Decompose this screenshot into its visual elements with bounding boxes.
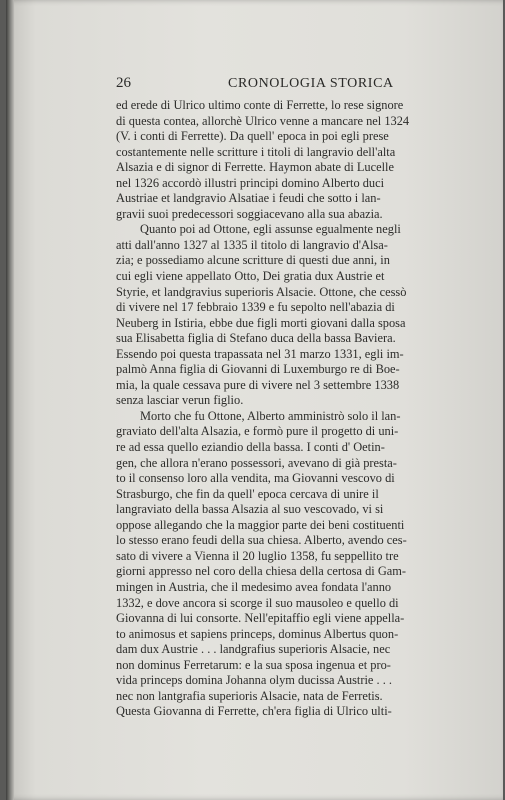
text-line: Essendo poi questa trapassata nel 31 marzo 1331, egli im-: [116, 346, 404, 361]
text-line: Styrie, et landgravius superioris Alsacie. Ottone, che cessò: [116, 284, 407, 299]
page-header: [0, 75, 505, 95]
text-line: giorni appresso nel coro della chiesa della certosa di Gam-: [116, 564, 407, 579]
paragraph-start-line: Morto che fu Ottone, Alberto amministrò solo il lan-: [140, 408, 401, 423]
text-line: to il consenso loro alla vendita, ma Giovanni vescovo di: [116, 471, 395, 486]
text-line: Giovanna di lui consorte. Nell'epitaffio egli viene appella-: [116, 611, 405, 626]
text-line: graviato dell'alta Alsazia, e formò pure il progetto di uni-: [116, 424, 399, 439]
text-line: Questa Giovanna di Ferrette, ch'era figlia di Ulrico ulti-: [116, 704, 392, 719]
text-line: mingen in Austria, che il medesimo avea fondata l'anno: [116, 579, 392, 594]
text-line: sua Elisabetta figlia di Stefano duca della bassa Baviera.: [116, 331, 396, 346]
text-line: mia, la quale cessava pure di vivere nel 3 settembre 1338: [116, 377, 400, 392]
text-line: sato di vivere a Vienna il 20 luglio 1358, fu seppellito tre: [116, 548, 399, 563]
text-line: di vivere nel 17 febbraio 1339 e fu sepolto nell'abazia di: [116, 300, 395, 315]
text-line: di questa contea, allorchè Ulrico venne a mancare nel 1324: [116, 113, 410, 128]
running-title: CRONOLOGIA STORICA: [228, 76, 394, 91]
text-line: palmò Anna figlia di Giovanni di Luxemburgo re di Boe-: [116, 362, 400, 377]
text-line: Strasburgo, che fin da quell' epoca cercava di unire il: [116, 486, 379, 501]
text-line: Alsazia e di signor di Ferrette. Haymon abate di Lucelle: [116, 160, 395, 175]
text-line: oppose allegando che la maggior parte dei beni costituenti: [116, 517, 405, 532]
page-gutter-shadow: [6, 0, 14, 800]
text-line: Austriae et landgravio Alsatiae i feudi che sotto i lan-: [116, 191, 381, 206]
text-line: non dominus Ferretarum: e la sua sposa ingenua et pro-: [116, 657, 391, 672]
text-line: costantemente nelle scritture i titoli di langravio dell'alta: [116, 144, 396, 159]
text-line: cui egli viene appellato Otto, Dei gratia dux Austrie et: [116, 269, 385, 284]
text-line: vida princeps domina Johanna olym ducissa Austrie . . .: [116, 673, 392, 688]
text-line: 1332, e dove ancora si scorge il suo mausoleo e quello di: [116, 595, 399, 610]
text-line: (V. i conti di Ferrette). Da quell' epoca in poi egli prese: [116, 129, 389, 144]
text-line: nec non lantgrafia superioris Alsacie, nata de Ferretis.: [116, 688, 383, 703]
text-line: atti dall'anno 1327 al 1335 il titolo di langravio d'Alsa-: [116, 237, 388, 252]
text-line: senza lasciar verun figlio.: [116, 393, 244, 408]
paragraph-start-line: Quanto poi ad Ottone, egli assunse egualmente negli: [140, 222, 401, 237]
text-line: nel 1326 accordò illustri principi domino Alberto duci: [116, 175, 385, 190]
page-number: 26: [116, 75, 131, 91]
text-line: langraviato della bassa Alsazia al suo vescovado, vi si: [116, 502, 384, 517]
text-line: ed erede di Ulrico ultimo conte di Ferrette, lo rese signore: [116, 98, 404, 112]
text-line: zia; e possediamo alcune scritture di questi due anni, in: [116, 253, 390, 268]
text-line: gen, che allora n'erano possessori, avevano di già presta-: [116, 455, 397, 470]
text-line: Neuberg in Istiria, ebbe due figli morti giovani dalla sposa: [116, 315, 406, 330]
text-line: lo stesso erano feudi della sua chiesa. Alberto, avendo ces-: [116, 533, 407, 548]
text-line: re ad essa quello eziandio della bassa. I conti d' Oetin-: [116, 440, 385, 455]
text-line: dam dux Austrie . . . landgrafius superioris Alsacie, nec: [116, 642, 391, 657]
text-line: to animosus et sapiens princeps, dominus Albertus quon-: [116, 626, 399, 641]
text-line: gravii suoi predecessori soggiacevano alla sua abazia.: [116, 206, 383, 221]
body-text: [116, 98, 472, 720]
